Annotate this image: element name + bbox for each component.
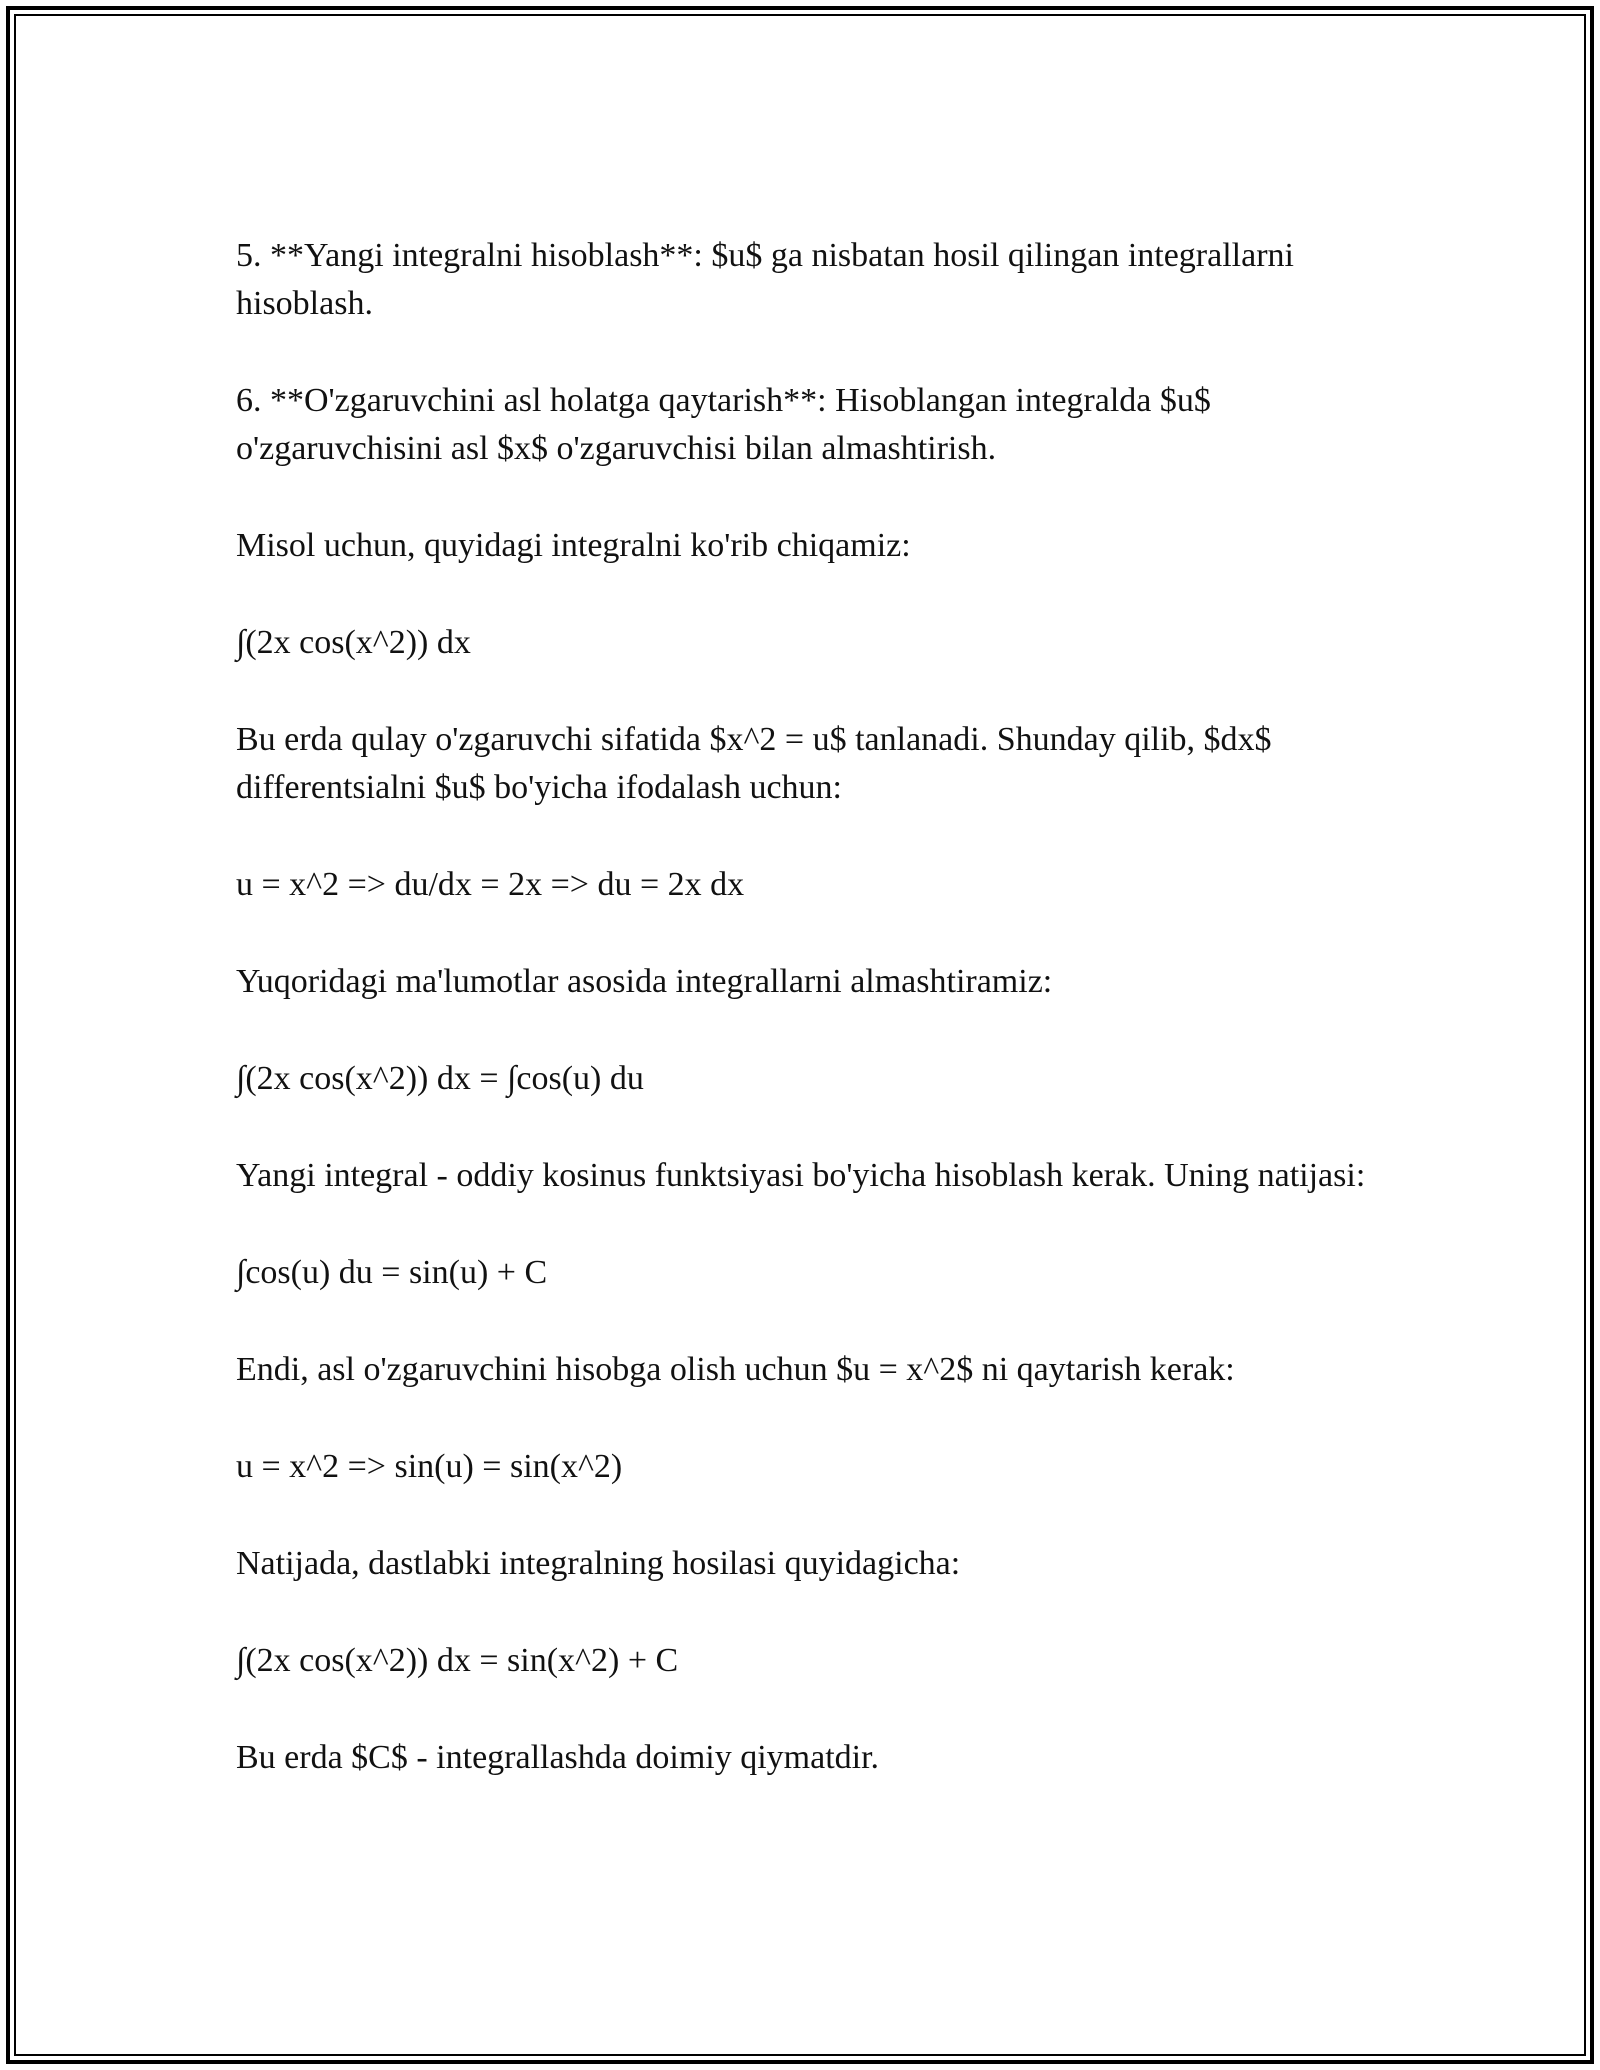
paragraph-step-6: 6. **O'zgaruvchini asl holatga qaytarish**: Hisoblangan integralda $u$ o'zgaruvchisini asl $x$ o'zgaruvchisi bilan almashtirish. (236, 382, 1220, 467)
paragraph-back-substitution: Endi, asl o'zgaruvchini hisobga olish uchun $u = x^2$ ni qaytarish kerak: (236, 1351, 1235, 1388)
paragraph-result-intro: Natijada, dastlabki integralning hosilasi quyidagicha: (236, 1545, 961, 1582)
paragraph-example-intro: Misol uchun, quyidagi integralni ko'rib chiqamiz: (236, 527, 911, 564)
document-body (236, 232, 1366, 1782)
formula-substituted-integral: ∫(2x cos(x^2)) dx = ∫cos(u) du (236, 1060, 644, 1097)
formula-derivative: u = x^2 => du/dx = 2x => du = 2x dx (236, 866, 745, 903)
formula-integral: ∫(2x cos(x^2)) dx (236, 624, 471, 661)
paragraph-substitution: Bu erda qulay o'zgaruvchi sifatida $x^2 = u$ tanlanadi. Shunday qilib, $dx$ differentsialni $u$ bo'yicha ifodalash uchun: (236, 721, 1281, 806)
paragraph-new-integral: Yangi integral - oddiy kosinus funktsiyasi bo'yicha hisoblash kerak. Uning natijasi: (236, 1157, 1366, 1194)
paragraph-replace: Yuqoridagi ma'lumotlar asosida integrallarni almashtiramiz: (236, 963, 1053, 1000)
paragraph-step-5: 5. **Yangi integralni hisoblash**: $u$ ga nisbatan hosil qilingan integrallarni hisoblash. (236, 237, 1303, 322)
formula-cos-integral: ∫cos(u) du = sin(u) + C (236, 1254, 548, 1291)
formula-back-substitution: u = x^2 => sin(u) = sin(x^2) (236, 1448, 623, 1485)
formula-final-result: ∫(2x cos(x^2)) dx = sin(x^2) + C (236, 1642, 679, 1679)
paragraph-constant-note: Bu erda $C$ - integrallashda doimiy qiymatdir. (236, 1739, 880, 1776)
